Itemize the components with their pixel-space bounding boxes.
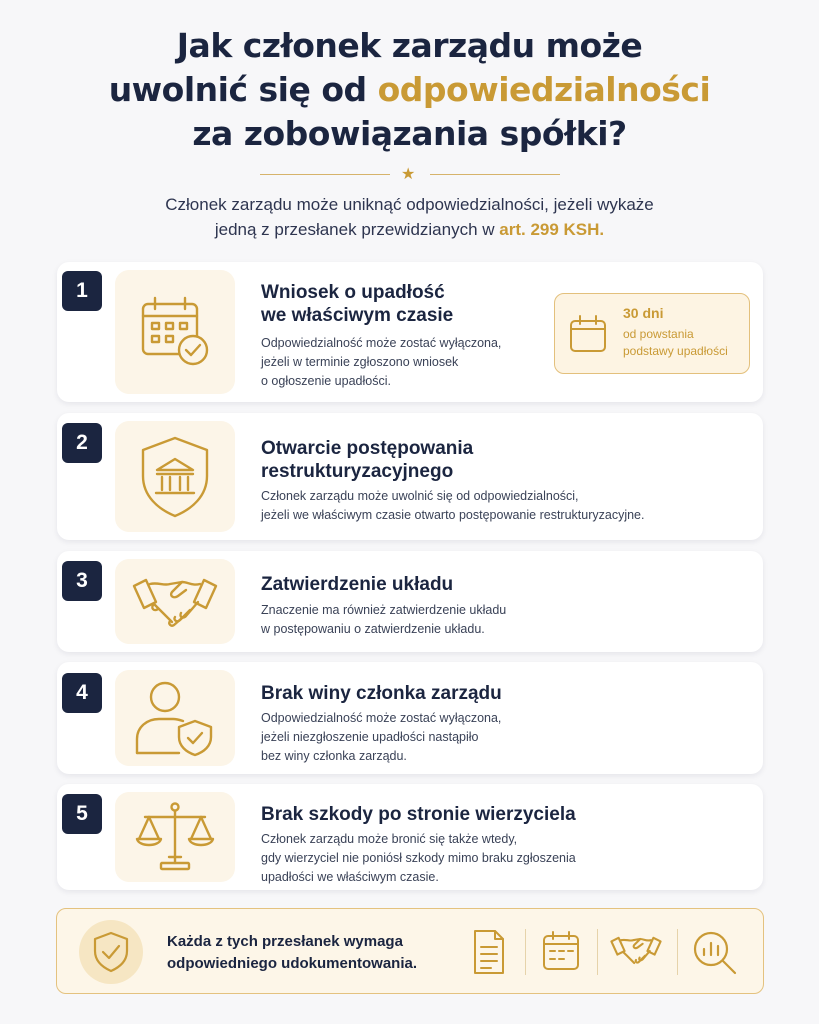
item-title-1-line-2: we właściwym czasie [261, 305, 454, 326]
item-desc-4-line-2: jeżeli niezgłoszenie upadłości nastąpiło [261, 730, 479, 744]
handshake-icon [132, 572, 218, 632]
badge-value: 30 dni [623, 305, 664, 321]
item-title-2 [261, 437, 473, 483]
document-icon [471, 929, 507, 975]
star-icon: ★ [401, 164, 416, 183]
badge-caption [623, 326, 749, 360]
item-desc-3-line-2: w postępowaniu o zatwierdzenie układu. [261, 622, 485, 636]
item-title-2-line-1: Otwarcie postępowania [261, 438, 474, 459]
footer-iconbox [79, 920, 143, 984]
title-highlight: odpowiedzialności [377, 70, 711, 109]
item-card-5 [57, 784, 763, 890]
intro-line-1: Członek zarządu może uniknąć odpowiedzialności, jeżeli wykaże [165, 195, 654, 214]
item-card-1 [57, 262, 763, 402]
badge-caption-line-1: od powstania [623, 327, 694, 341]
item-desc-3 [261, 601, 506, 639]
title-line-2-text: uwolnić się od [108, 70, 378, 109]
divider-line-right [430, 174, 560, 175]
item-iconbox-1 [115, 270, 235, 394]
title-line-3: za zobowiązania spółki? [192, 114, 627, 153]
footer-text [167, 931, 467, 975]
item-iconbox-2 [115, 421, 235, 532]
badge-caption-line-2: podstawy upadłości [623, 344, 728, 358]
item-iconbox-4 [115, 670, 235, 766]
footer-separator-3 [677, 929, 678, 975]
item-title-1 [261, 281, 453, 327]
title-line-2 [0, 68, 819, 112]
handshake-icon [610, 933, 662, 969]
item-desc-4-line-3: bez winy członka zarządu. [261, 749, 407, 763]
person-shield-icon [133, 679, 217, 757]
footer-separator-1 [525, 929, 526, 975]
item-desc-4-line-1: Odpowiedzialność może zostać wyłączona, [261, 711, 502, 725]
item-number-1: 1 [62, 271, 102, 311]
item-desc-2-line-2: jeżeli we właściwym czasie otwarto postępowanie restrukturyzacyjne. [261, 508, 645, 522]
footer-text-line-1: Każda z tych przesłanek wymaga [167, 933, 403, 950]
item-desc-2 [261, 487, 644, 525]
item-desc-5 [261, 830, 576, 887]
item-desc-1-line-3: o ogłoszenie upadłości. [261, 374, 391, 388]
item-card-2 [57, 413, 763, 540]
item-desc-4 [261, 709, 501, 766]
item-iconbox-3 [115, 559, 235, 644]
footer-note [56, 908, 764, 994]
item-card-3 [57, 551, 763, 652]
page-title [0, 24, 819, 156]
intro-line-2-text: jedną z przesłanek przewidzianych w [214, 220, 500, 239]
item-number-5: 5 [62, 794, 102, 834]
item-card-4 [57, 662, 763, 774]
intro-highlight: art. 299 KSH. [499, 220, 605, 239]
item-desc-1 [261, 334, 501, 391]
item-title-4: Brak winy członka zarządu [261, 683, 502, 704]
footer-separator-2 [597, 929, 598, 975]
item-number-4: 4 [62, 673, 102, 713]
item-iconbox-5 [115, 792, 235, 882]
title-divider [260, 164, 560, 183]
footer-text-line-2: odpowiedniego udokumentowania. [167, 955, 417, 972]
calendar-icon [569, 314, 607, 354]
item-title-2-line-2: restrukturyzacyjnego [261, 461, 454, 482]
item-number-3: 3 [62, 561, 102, 601]
divider-line-left [260, 174, 390, 175]
title-line-1: Jak członek zarządu może [176, 26, 643, 65]
item-desc-1-line-1: Odpowiedzialność może zostać wyłączona, [261, 336, 502, 350]
magnifier-chart-icon [691, 929, 739, 977]
item-desc-5-line-2: gdy wierzyciel nie poniósł szkody mimo braku zgłoszenia [261, 851, 576, 865]
scales-icon [135, 801, 215, 873]
item-desc-1-line-2: jeżeli w terminie zgłoszono wniosek [261, 355, 459, 369]
item-title-1-line-1: Wniosek o upadłość [261, 282, 445, 303]
item-number-2: 2 [62, 423, 102, 463]
intro-text [0, 192, 819, 242]
item-desc-5-line-3: upadłości we właściwym czasie. [261, 870, 439, 884]
intro-line-2 [0, 217, 819, 242]
calendar-check-icon [135, 292, 215, 372]
item-desc-3-line-1: Znaczenie ma również zatwierdzenie układu [261, 603, 507, 617]
shield-check-icon [92, 931, 130, 973]
deadline-badge [554, 293, 750, 374]
item-title-5: Brak szkody po stronie wierzyciela [261, 804, 576, 825]
item-desc-2-line-1: Członek zarządu może uwolnić się od odpowiedzialności, [261, 489, 579, 503]
calendar-icon [541, 929, 581, 973]
item-desc-5-line-1: Członek zarządu może bronić się także wtedy, [261, 832, 518, 846]
shield-bank-icon [137, 434, 213, 520]
item-title-3: Zatwierdzenie układu [261, 574, 454, 595]
